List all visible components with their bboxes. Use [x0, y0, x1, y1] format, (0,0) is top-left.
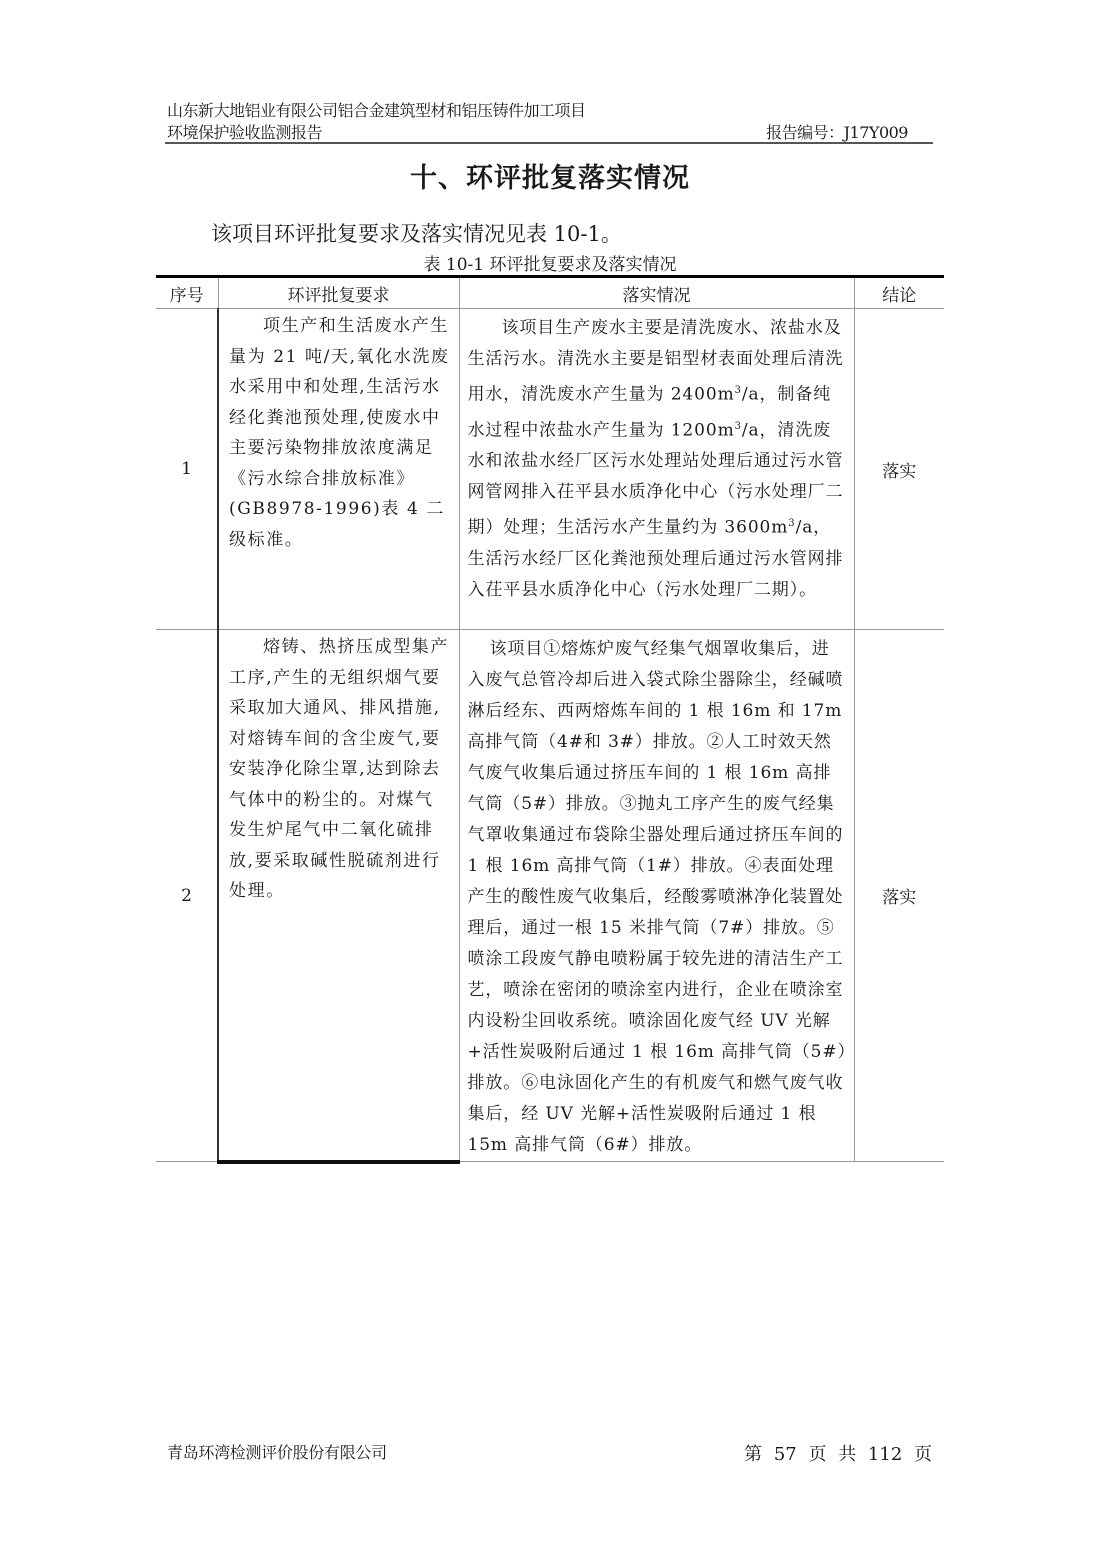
conclusion-cell: 落实 — [854, 309, 944, 630]
row-number: 1 — [156, 309, 218, 630]
column-header-conclusion: 结论 — [854, 277, 944, 309]
intro-paragraph: 该项目环评批复要求及落实情况见表 10-1。 — [211, 222, 622, 246]
requirement-text: 熔铸、热挤压成型集产工序,产生的无组织烟气要采取加大通风、排风措施,对熔铸车间的含尘废气,要安装净化除尘罩,达到除去气体中的粉尘的。对煤气发生炉尾气中二氧化硫排放,要采取碱性脱硫剂进行处理。 — [229, 637, 449, 901]
superscript: 3 — [734, 420, 742, 432]
approval-table — [156, 275, 944, 1164]
implementation-cell — [459, 309, 854, 630]
requirement-text: 项生产和生活废水产生量为 21 吨/天,氧化水洗废水采用中和处理,生活污水经化粪池预处理,使废水中主要污染物排放浓度满足《污水综合排放标准》(GB8978-1996)表 4 二级标准。 — [229, 316, 450, 550]
table-row — [156, 630, 944, 1162]
column-header-requirement: 环评批复要求 — [218, 277, 459, 309]
requirement-cell — [218, 630, 459, 1162]
implementation-text: 该项目①熔炼炉废气经集气烟罩收集后，进入废气总管冷却后进入袋式除尘器除尘，经碱喷淋后经东、西两熔炼车间的 1 根 16m 和 17m 高排气筒（4#和 3#）排放。②人工时效天然气废气收集后通过挤压车间的 1 根 16m 高排气筒（5#）排放。③抛丸工序产生的废气经集气罩收集通过布袋除尘器处理后通过挤压车间的 1 根 16m 高排气筒（1#）排放。④表面处理产生的酸性废气收集后，经酸雾喷淋净化装置处理后，通过一根 15 米排气筒（7#）排放。⑤喷涂工段废气静电喷粉属于较先进的清洁生产工艺，喷涂在密闭的喷涂室内进行，企业在喷涂室内设粉尘回收系统。喷涂固化废气经 UV 光解+活性炭吸附后通过 1 根 16m 高排气筒（5#）排放。⑥电泳固化产生的有机废气和燃气废气收集后，经 UV 光解+活性炭吸附后通过 1 根 15m 高排气筒（6#）排放。 — [467, 639, 847, 1155]
conclusion-cell: 落实 — [854, 630, 944, 1162]
implementation-text-part: /a，清洗废水和浓盐水经厂区污水处理站处理后通过污水管网管网排入茌平县水质净化中心（污水处理厂二期）处理；生活污水产生量约为 3600m — [467, 420, 844, 538]
implementation-text-part: /a，制备纯水过程中浓盐水产生量为 1200m — [467, 384, 832, 441]
header-project-title: 山东新大地铝业有限公司铝合金建筑型材和铝压铸件加工项目 — [167, 101, 586, 120]
requirement-cell — [218, 309, 459, 630]
column-header-no: 序号 — [156, 277, 218, 309]
table-header-row — [156, 277, 944, 309]
implementation-cell — [459, 630, 854, 1162]
table-row — [156, 309, 944, 630]
implementation-text-part: /a，生活污水经厂区化粪池预处理后通过污水管网排入茌平县水质净化中心（污水处理厂二期）。 — [467, 517, 844, 600]
superscript: 3 — [734, 385, 742, 396]
table-caption: 表 10-1 环评批复要求及落实情况 — [423, 255, 677, 275]
row-number: 2 — [156, 630, 218, 1162]
column-header-implementation: 落实情况 — [459, 277, 854, 309]
section-title: 十、环评批复落实情况 — [410, 163, 690, 194]
header-report-type: 环境保护验收监测报告 — [167, 123, 323, 142]
implementation-text — [468, 313, 848, 606]
header-report-number: 报告编号：J17Y009 — [766, 123, 908, 142]
superscript: 3 — [788, 518, 796, 530]
footer-company: 青岛环湾检测评价股份有限公司 — [167, 1443, 387, 1462]
implementation-text-part: 该项目生产废水主要是清洗废水、浓盐水及生活污水。清洗水主要是铝型材表面处理后清洗用水，清洗废水产生量为 2400m — [467, 318, 844, 405]
header-divider — [165, 142, 933, 144]
footer-page-info: 第 57 页 共 112 页 — [744, 1444, 932, 1465]
